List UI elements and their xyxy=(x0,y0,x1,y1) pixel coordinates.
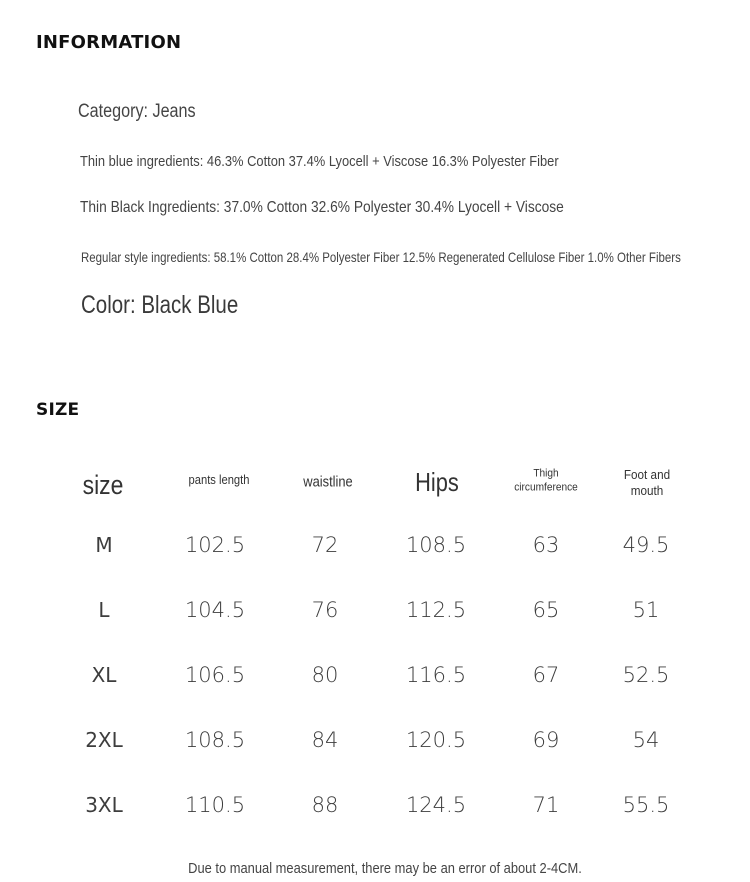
pants-length-cell: 108.5 xyxy=(184,728,246,752)
thigh-cell: 69 xyxy=(532,728,560,752)
size-cell: L xyxy=(98,598,110,622)
size-cell: 3XL xyxy=(85,793,123,817)
hips-cell: 108.5 xyxy=(405,533,467,557)
foot-mouth-cell: 51 xyxy=(632,598,660,622)
foot-mouth-cell: 54 xyxy=(632,728,660,752)
waistline-cell: 76 xyxy=(311,598,339,622)
waistline-cell: 72 xyxy=(311,533,339,557)
thigh-cell: 71 xyxy=(532,793,560,817)
hips-cell: 112.5 xyxy=(405,598,467,622)
category-text: Category: Jeans xyxy=(78,101,196,122)
thigh-cell: 65 xyxy=(532,598,560,622)
size-cell: M xyxy=(95,533,113,557)
thin-blue-ingredients-text: Thin blue ingredients: 46.3% Cotton 37.4% Lyocell + Viscose 16.3% Polyester Fiber xyxy=(80,153,559,170)
header-size: size xyxy=(82,470,124,501)
hips-cell: 116.5 xyxy=(405,663,467,687)
waistline-cell: 84 xyxy=(311,728,339,752)
foot-mouth-cell: 52.5 xyxy=(622,663,670,687)
pants-length-cell: 104.5 xyxy=(184,598,246,622)
pants-length-cell: 110.5 xyxy=(184,793,246,817)
header-foot-and-mouth: Foot and mouth xyxy=(623,466,671,498)
header-thigh-circumference: Thigh circumference xyxy=(514,467,578,493)
size-heading: SIZE xyxy=(36,400,80,420)
measurement-note: Due to manual measurement, there may be an error of about 2-4CM. xyxy=(188,860,582,877)
header-waistline: waistline xyxy=(303,473,353,491)
regular-ingredients-text: Regular style ingredients: 58.1% Cotton 28.4% Polyester Fiber 12.5% Regenerated Cellulose Fiber 1.0% Other Fibers xyxy=(81,249,681,265)
hips-cell: 120.5 xyxy=(405,728,467,752)
thigh-cell: 67 xyxy=(532,663,560,687)
size-cell: XL xyxy=(91,663,117,687)
foot-mouth-cell: 49.5 xyxy=(622,533,670,557)
header-hips: Hips xyxy=(415,466,459,497)
pants-length-cell: 106.5 xyxy=(184,663,246,687)
thigh-cell: 63 xyxy=(532,533,560,557)
waistline-cell: 88 xyxy=(311,793,339,817)
information-heading: INFORMATION xyxy=(36,32,182,53)
foot-mouth-cell: 55.5 xyxy=(622,793,670,817)
pants-length-cell: 102.5 xyxy=(184,533,246,557)
thin-black-ingredients-text: Thin Black Ingredients: 37.0% Cotton 32.6% Polyester 30.4% Lyocell + Viscose xyxy=(80,199,564,216)
color-text: Color: Black Blue xyxy=(81,291,239,319)
size-cell: 2XL xyxy=(85,728,123,752)
waistline-cell: 80 xyxy=(311,663,339,687)
header-pants-length: pants length xyxy=(188,471,250,487)
hips-cell: 124.5 xyxy=(405,793,467,817)
